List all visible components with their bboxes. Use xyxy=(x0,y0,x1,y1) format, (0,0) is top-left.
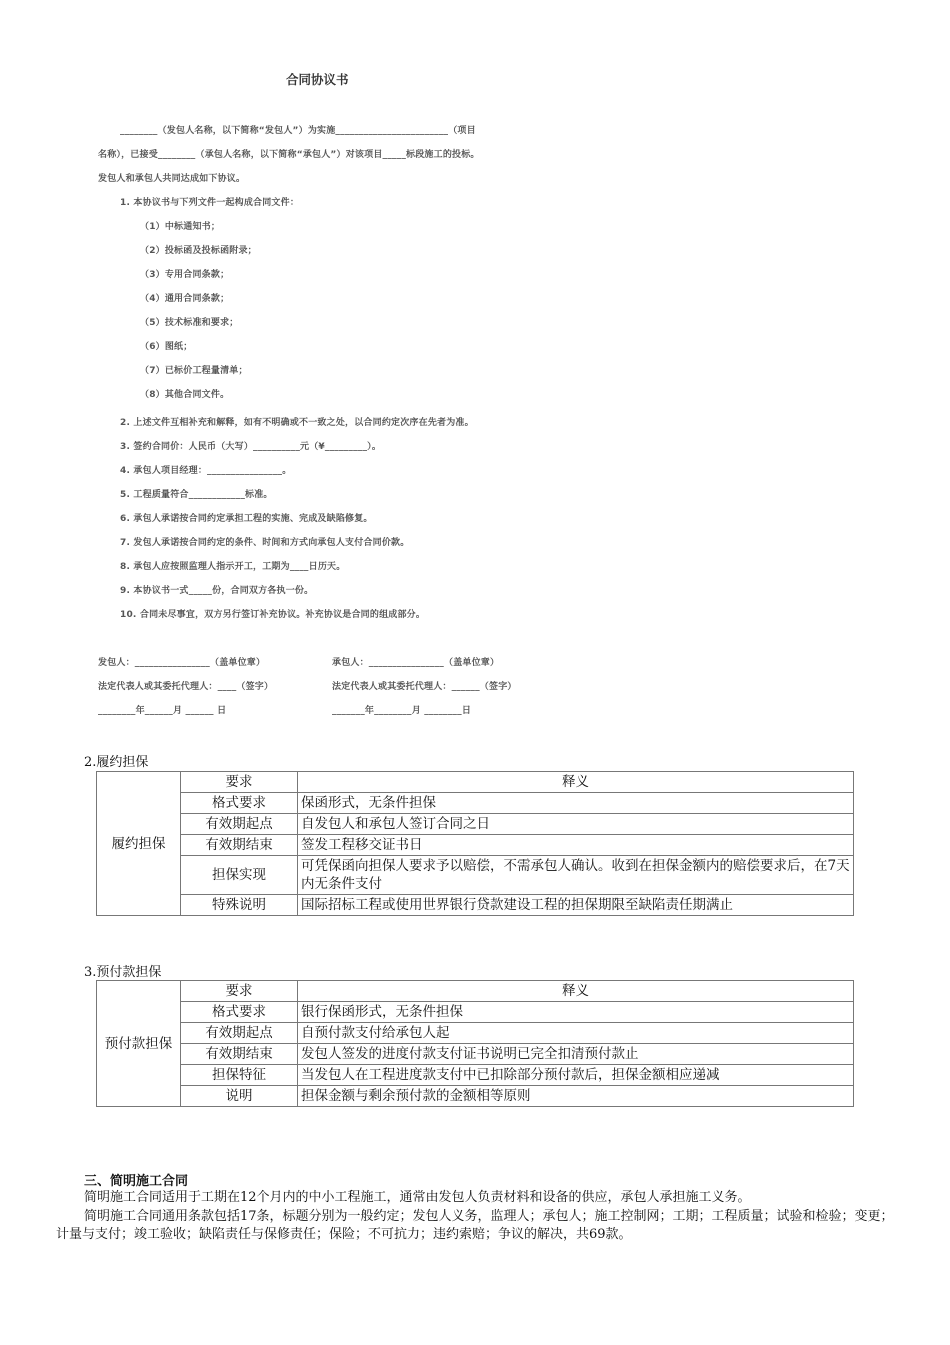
agreement-title: 合同协议书 xyxy=(286,72,349,87)
table-header-row xyxy=(97,981,854,1002)
agreement-line: 发包人和承包人共同达成如下协议。 xyxy=(98,174,246,184)
meaning-cell: 担保金额与剩余预付款的金额相等原则 xyxy=(298,1086,854,1107)
meaning-cell: 自发包人和承包人签订合同之日 xyxy=(298,814,854,835)
employer-signature-line: 发包人：________________（盖单位章） xyxy=(98,658,266,668)
agreement-line: 4. 承包人项目经理：________________。 xyxy=(120,466,292,476)
requirement-cell: 有效期起点 xyxy=(181,1023,298,1044)
meaning-cell: 签发工程移交证书日 xyxy=(298,835,854,856)
meaning-cell: 自预付款支付给承包人起 xyxy=(298,1023,854,1044)
table-group-cell: 预付款担保 xyxy=(97,981,181,1107)
requirement-cell: 特殊说明 xyxy=(181,895,298,916)
advance-payment-guarantee-table xyxy=(96,980,854,1107)
meaning-cell: 可凭保函向担保人要求予以赔偿，不需承包人确认。收到在担保金额内的赔偿要求后，在7天内无条件支付 xyxy=(298,856,854,895)
section-heading: 三、简明施工合同 xyxy=(84,1174,189,1189)
column-header-meaning: 释义 xyxy=(298,981,854,1002)
table-row xyxy=(97,793,854,814)
requirement-cell: 担保特征 xyxy=(181,1065,298,1086)
agreement-line: 1. 本协议书与下列文件一起构成合同文件： xyxy=(120,198,300,208)
agreement-line: 8. 承包人应按照监理人指示开工，工期为____日历天。 xyxy=(120,562,346,572)
table-row xyxy=(97,1065,854,1086)
table-group-cell: 履约担保 xyxy=(97,772,181,916)
advance-payment-guarantee-heading: 3.预付款担保 xyxy=(84,965,162,980)
agreement-line: 名称），已接受________（承包人名称，以下简称“承包人”）对该项目_____标段施工的投标。 xyxy=(98,150,480,160)
table-row xyxy=(97,1023,854,1044)
table-row xyxy=(97,1086,854,1107)
agreement-line: 3. 签约合同价：人民币（大写）__________元（¥_________）。 xyxy=(120,442,382,452)
contractor-representative-line: 法定代表人或其委托代理人：______（签字） xyxy=(332,682,517,692)
table-header-row xyxy=(97,772,854,793)
agreement-line: （5）技术标准和要求； xyxy=(140,318,239,328)
agreement-line: 5. 工程质量符合____________标准。 xyxy=(120,490,273,500)
column-header-requirement: 要求 xyxy=(181,981,298,1002)
agreement-line: 9. 本协议书一式_____份，合同双方各执一份。 xyxy=(120,586,314,596)
table-row xyxy=(97,1044,854,1065)
table-row xyxy=(97,835,854,856)
employer-representative-line: 法定代表人或其委托代理人：____（签字） xyxy=(98,682,274,692)
contractor-signature-line: 承包人：________________（盖单位章） xyxy=(332,658,500,668)
agreement-line: （3）专用合同条款； xyxy=(140,270,230,280)
requirement-cell: 有效期结束 xyxy=(181,835,298,856)
requirement-cell: 有效期结束 xyxy=(181,1044,298,1065)
meaning-cell: 保函形式，无条件担保 xyxy=(298,793,854,814)
agreement-line: （1）中标通知书； xyxy=(140,222,221,232)
contractor-date-line: _______年________月 ________日 xyxy=(332,706,472,716)
agreement-line: （2）投标函及投标函附录； xyxy=(140,246,257,256)
meaning-cell: 当发包人在工程进度款支付中已扣除部分预付款后，担保金额相应递减 xyxy=(298,1065,854,1086)
agreement-line: （7）已标价工程量清单； xyxy=(140,366,248,376)
paragraph: 简明施工合同通用条款包括17条，标题分别为一般约定；发包人义务，监理人；承包人；施工控制网；工期；工程质量；试验和检验；变更；计量与支付；竣工验收；缺陷责任与保修责任；保险；不可抗力；违约索赔；争议的解决，共69款。 xyxy=(56,1209,894,1242)
agreement-line: 6. 承包人承诺按合同约定承担工程的实施、完成及缺陷修复。 xyxy=(120,514,373,524)
requirement-cell: 格式要求 xyxy=(181,793,298,814)
performance-guarantee-heading: 2.履约担保 xyxy=(84,755,149,770)
meaning-cell: 银行保函形式，无条件担保 xyxy=(298,1002,854,1023)
performance-guarantee-table xyxy=(96,771,854,916)
agreement-line: 7. 发包人承诺按合同约定的条件、时间和方式向承包人支付合同价款。 xyxy=(120,538,410,548)
agreement-line: 2. 上述文件互相补充和解释，如有不明确或不一致之处，以合同约定次序在先者为准。 xyxy=(120,418,474,428)
requirement-cell: 有效期起点 xyxy=(181,814,298,835)
meaning-cell: 发包人签发的进度付款支付证书说明已完全扣清预付款止 xyxy=(298,1044,854,1065)
agreement-line: （4）通用合同条款； xyxy=(140,294,230,304)
requirement-cell: 格式要求 xyxy=(181,1002,298,1023)
agreement-line: （8）其他合同文件。 xyxy=(140,390,230,400)
meaning-cell: 国际招标工程或使用世界银行贷款建设工程的担保期限至缺陷责任期满止 xyxy=(298,895,854,916)
table-row xyxy=(97,895,854,916)
agreement-line: 10. 合同未尽事宜，双方另行签订补充协议。补充协议是合同的组成部分。 xyxy=(120,610,426,620)
table-row xyxy=(97,814,854,835)
table-row xyxy=(97,856,854,895)
agreement-line: ________（发包人名称，以下简称“发包人”）为实施________________________（项目 xyxy=(120,126,476,136)
employer-date-line: ________年______月 ______ 日 xyxy=(98,706,227,716)
column-header-meaning: 释义 xyxy=(298,772,854,793)
agreement-line: （6）图纸； xyxy=(140,342,193,352)
requirement-cell: 担保实现 xyxy=(181,856,298,895)
paragraph: 简明施工合同适用于工期在12个月内的中小工程施工，通常由发包人负责材料和设备的供应，承包人承担施工义务。 xyxy=(84,1190,751,1205)
requirement-cell: 说明 xyxy=(181,1086,298,1107)
column-header-requirement: 要求 xyxy=(181,772,298,793)
table-row xyxy=(97,1002,854,1023)
